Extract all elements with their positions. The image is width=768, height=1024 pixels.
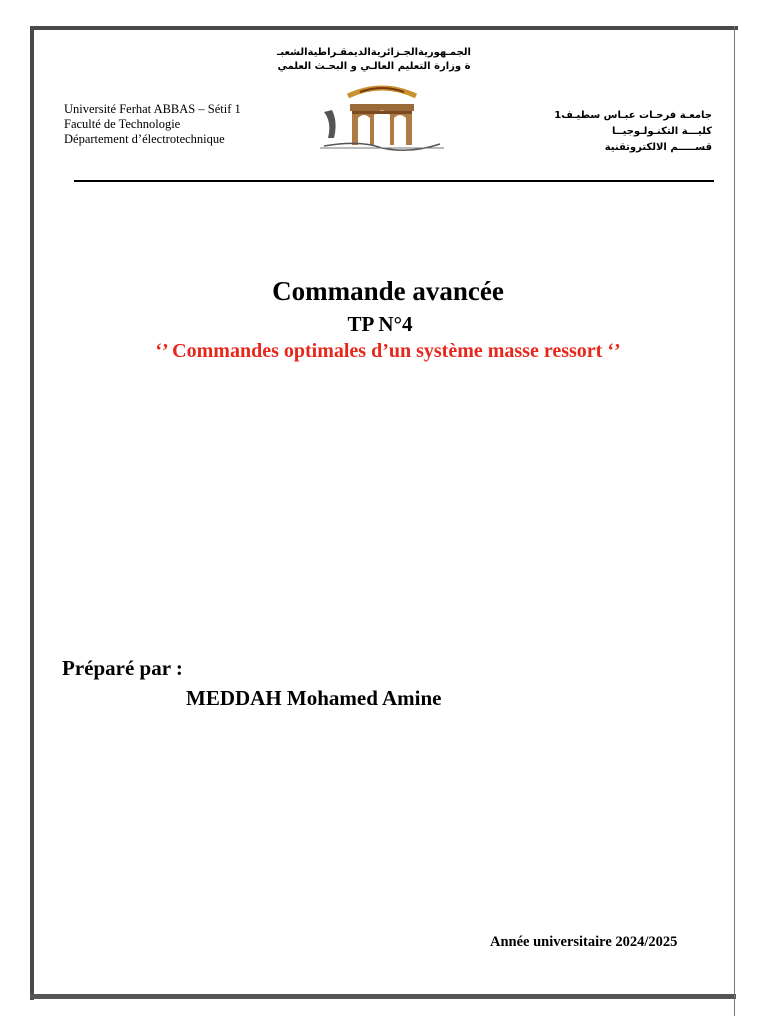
faculty-name-arabic: كليـــة التكنـولـوجيــا [612, 126, 712, 137]
page-border-right [734, 26, 735, 1016]
ministry-header-arabic [262, 46, 486, 74]
page-border-left [30, 26, 34, 1000]
university-arch-logo [320, 82, 444, 154]
page-border-bottom [30, 994, 736, 999]
document-subtitle: ‘’ Commandes optimales d’un système masse ressort ‘’ [155, 340, 621, 362]
header-divider [74, 180, 714, 182]
prepared-by-label: Préparé par : [62, 656, 183, 680]
ministry-line: ة وزارة التعليم العالـي و البحـث العلمي [277, 61, 471, 72]
department-name-arabic: قســـــم الالكتروتقنية [604, 142, 712, 153]
university-name-arabic: جامعـة فرحـات عبـاس سطيـف1 [554, 110, 712, 121]
author-name: MEDDAH Mohamed Amine [186, 686, 442, 710]
department-name: Département d’électrotechnique [64, 132, 225, 146]
university-name: Université Ferhat ABBAS – Sétif 1 [64, 102, 241, 116]
university-header-arabic [540, 108, 712, 156]
faculty-name: Faculté de Technologie [64, 117, 181, 131]
page-border-top [30, 26, 738, 30]
document-title: Commande avancée [272, 276, 504, 306]
tp-number: TP N°4 [347, 312, 413, 336]
university-header-french [64, 102, 241, 147]
republic-line: الجمـهوريةالجـزائريةالديمقـراطيةالشعبـ [277, 47, 471, 58]
academic-year: Année universitaire 2024/2025 [490, 934, 678, 950]
